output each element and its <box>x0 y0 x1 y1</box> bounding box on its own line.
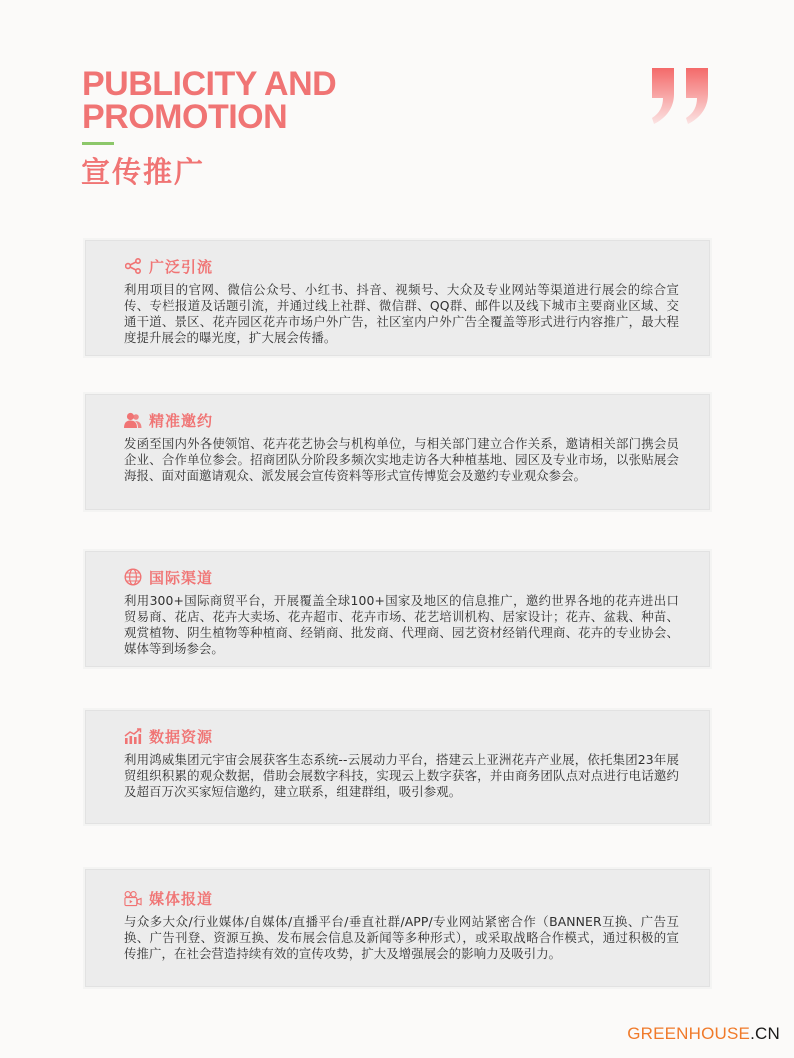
title-line-1: PUBLICITY AND <box>82 65 337 103</box>
section-title: 媒体报道 <box>149 889 214 908</box>
brand-suffix: .CN <box>750 1024 780 1043</box>
section-card-media <box>85 869 710 987</box>
section-body: 发函至国内外各使领馆、花卉花艺协会与机构单位，与相关部门建立合作关系，邀请相关部门携会员企业、合作单位参会。招商团队分阶段多频次实地走访各大种植基地、园区及专业市场，以张贴展会海报、面对面邀请观众、派发展会宣传资料等形式宣传博览会及邀约专业观众参会。 <box>124 436 679 483</box>
title-line-2: PROMOTION <box>82 98 288 136</box>
section-title: 精准邀约 <box>149 411 214 430</box>
share-icon <box>124 257 142 275</box>
page-title-chinese: 宣传推广 <box>81 155 206 189</box>
section-body: 利用鸿威集团元宇宙会展获客生态系统--云展动力平台，搭建云上亚洲花卉产业展，依托集团23年展贸组织积累的观众数据，借助会展数字科技，实现云上数字获客，并由商务团队点对点进行电话邀约及超百万次买家短信邀约，建立联系，组建群组，吸引参观。 <box>124 752 679 799</box>
section-body: 利用300+国际商贸平台，开展覆盖全球100+国家及地区的信息推广，邀约世界各地的花卉进出口贸易商、花店、花卉大卖场、花卉超市、花卉市场、花艺培训机构、居家设计；花卉、盆栽、种苗、观赏植物、阴生植物等种植商、经销商、批发商、代理商、园艺资材经销代理商、花卉的专业协会、媒体等到场参会。 <box>124 593 679 656</box>
section-card-invitation <box>85 394 710 510</box>
users-icon <box>124 411 142 429</box>
closing-quote-icon <box>650 68 714 132</box>
footer-brand-logo <box>627 1024 780 1044</box>
section-card-traffic <box>85 240 710 356</box>
section-title: 国际渠道 <box>149 568 214 587</box>
title-divider <box>82 142 114 145</box>
section-card-data <box>85 710 710 824</box>
section-card-international <box>85 551 710 667</box>
globe-icon <box>124 568 142 586</box>
section-title: 广泛引流 <box>149 257 214 276</box>
section-body: 利用项目的官网、微信公众号、小红书、抖音、视频号、大众及专业网站等渠道进行展会的综合宣传、专栏报道及话题引流，并通过线上社群、微信群、QQ群、邮件以及线下城市主要商业区域、交通干道、景区、花卉园区花卉市场户外广告，社区室内户外广告全覆盖等形式进行内容推广，最大程度提升展会的曝光度，扩大展会传播。 <box>124 282 679 345</box>
section-title: 数据资源 <box>149 727 214 746</box>
section-body: 与众多大众/行业媒体/自媒体/直播平台/垂直社群/APP/专业网站紧密合作（BANNER互换、广告互换、广告刊登、资源互换、发布展会信息及新闻等多种形式），或采取战略合作模式，通过积极的宣传推广，在社会营造持续有效的宣传攻势，扩大及增强展会的影响力及吸引力。 <box>124 914 679 961</box>
page-title-english <box>82 65 337 136</box>
growth-chart-icon <box>124 727 142 745</box>
brand-main: GREENHOUSE <box>627 1024 751 1043</box>
video-camera-icon <box>124 889 142 907</box>
